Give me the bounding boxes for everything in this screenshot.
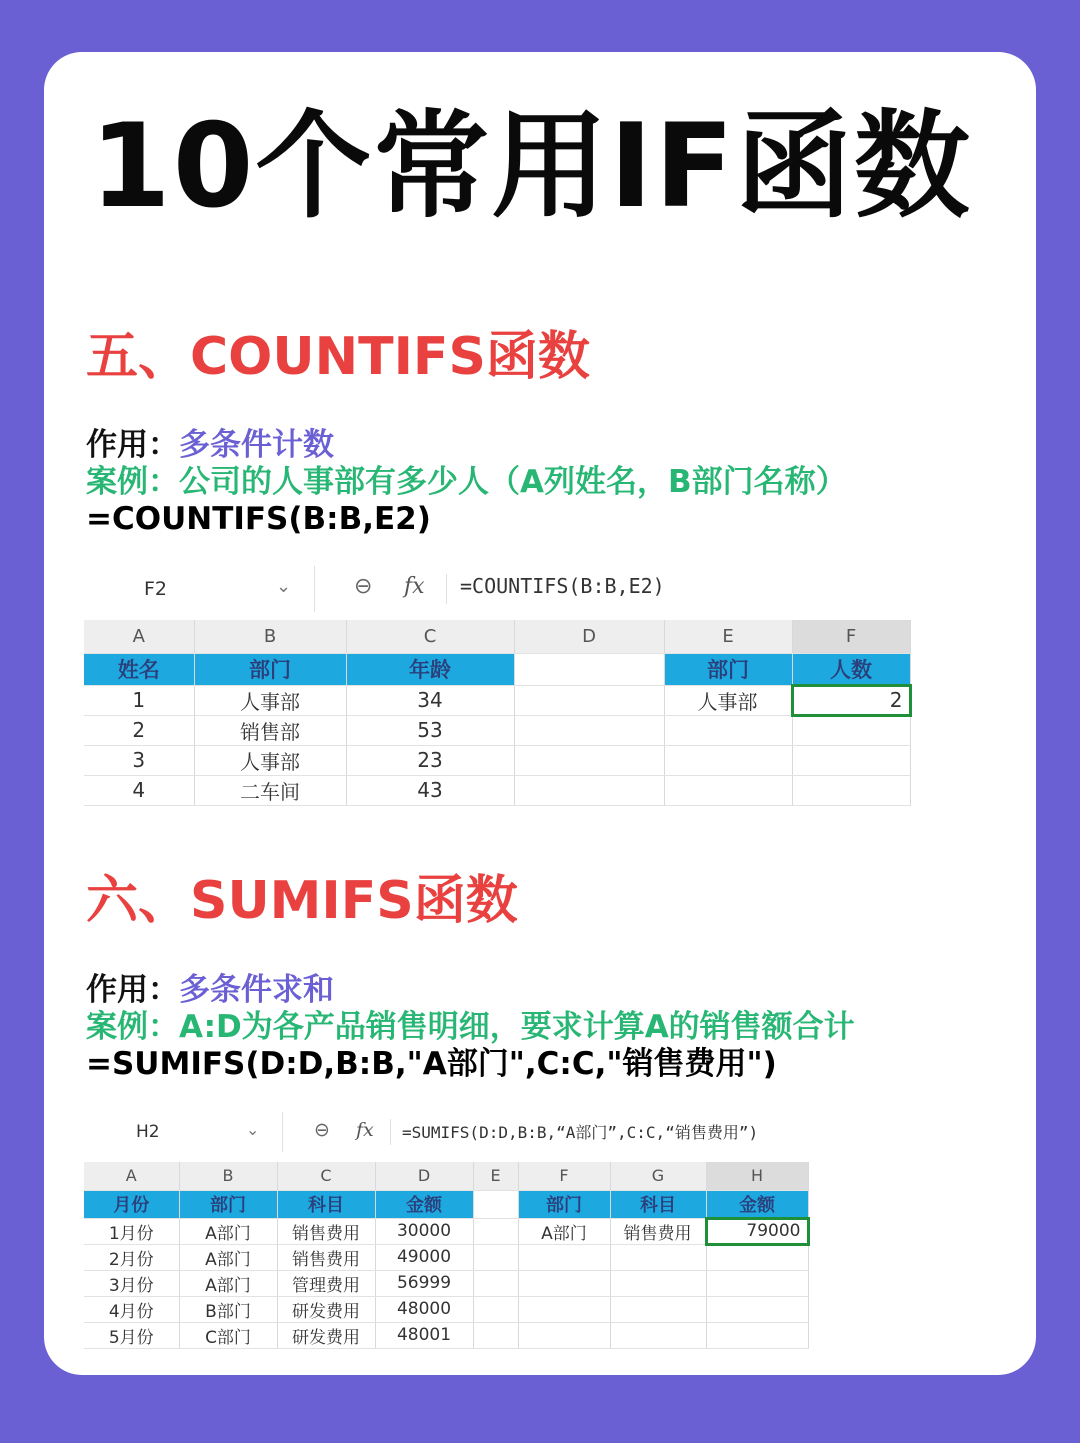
- column-header-a[interactable]: A: [84, 1162, 179, 1190]
- cell[interactable]: [514, 775, 664, 805]
- cell[interactable]: [792, 745, 910, 775]
- cell-h1[interactable]: 金额: [706, 1190, 808, 1218]
- fx-icon[interactable]: fx: [404, 574, 425, 599]
- cell-e1[interactable]: [473, 1190, 518, 1218]
- cell-f1[interactable]: 部门: [518, 1190, 610, 1218]
- selected-cell-h2[interactable]: 79000: [706, 1218, 808, 1244]
- column-header-b[interactable]: B: [194, 620, 346, 653]
- cell[interactable]: A部门: [518, 1218, 610, 1244]
- cell[interactable]: [706, 1322, 808, 1348]
- cell-b1[interactable]: 部门: [179, 1190, 277, 1218]
- cell[interactable]: 4: [84, 775, 194, 805]
- cell[interactable]: [473, 1270, 518, 1296]
- column-header-row: [84, 1162, 808, 1190]
- column-header-f[interactable]: F: [518, 1162, 610, 1190]
- column-header-c[interactable]: C: [346, 620, 514, 653]
- cell[interactable]: 4月份: [84, 1296, 179, 1322]
- cell[interactable]: [664, 745, 792, 775]
- zoom-icon[interactable]: ⊖: [354, 574, 373, 599]
- sheet-grid: [84, 620, 912, 806]
- cell-g1[interactable]: 科目: [610, 1190, 706, 1218]
- cell[interactable]: 研发费用: [277, 1296, 375, 1322]
- name-box[interactable]: F2: [144, 578, 168, 600]
- cell[interactable]: [610, 1244, 706, 1270]
- cell[interactable]: [664, 715, 792, 745]
- cell[interactable]: [706, 1270, 808, 1296]
- cell[interactable]: [473, 1218, 518, 1244]
- formula-bar-divider: [314, 566, 315, 612]
- cell[interactable]: 销售费用: [277, 1244, 375, 1270]
- table-row: [84, 685, 910, 715]
- cell[interactable]: [518, 1244, 610, 1270]
- cell-c1[interactable]: 科目: [277, 1190, 375, 1218]
- column-header-h[interactable]: H: [706, 1162, 808, 1190]
- cell-d1[interactable]: [514, 653, 664, 685]
- cell[interactable]: [518, 1296, 610, 1322]
- cell[interactable]: 二车间: [194, 775, 346, 805]
- formula-text: =SUMIFS(D:D,B:B,"A部门",C:C,"销售费用"): [86, 1046, 777, 1082]
- table-header-row: [84, 653, 910, 685]
- column-header-f[interactable]: F: [792, 620, 910, 653]
- case-line: [86, 464, 847, 501]
- cell[interactable]: 销售部: [194, 715, 346, 745]
- selected-cell-f2[interactable]: 2: [792, 685, 910, 715]
- cell[interactable]: [514, 745, 664, 775]
- table-row: [84, 1270, 808, 1296]
- cell[interactable]: [610, 1296, 706, 1322]
- spreadsheet-countifs: [84, 566, 910, 802]
- formula-text: =COUNTIFS(B:B,E2): [86, 501, 431, 537]
- cell[interactable]: 人事部: [664, 685, 792, 715]
- cell[interactable]: 研发费用: [277, 1322, 375, 1348]
- sheet-grid: [84, 1162, 810, 1349]
- cell[interactable]: [792, 715, 910, 745]
- cell[interactable]: [514, 685, 664, 715]
- page-title: 10个常用IF函数: [90, 99, 972, 234]
- formula-bar-divider-2: [446, 574, 447, 604]
- cell[interactable]: 销售费用: [277, 1218, 375, 1244]
- section-heading-countifs: 五、COUNTIFS函数: [86, 327, 590, 387]
- case-value: 公司的人事部有多少人（A列姓名，B部门名称）: [179, 464, 847, 500]
- formula-bar-text[interactable]: =COUNTIFS(B:B,E2): [460, 574, 665, 598]
- formula-bar-divider-2: [390, 1119, 391, 1145]
- cell[interactable]: [610, 1270, 706, 1296]
- cell[interactable]: 30000: [375, 1218, 473, 1244]
- cell[interactable]: 管理费用: [277, 1270, 375, 1296]
- cell-a1[interactable]: 姓名: [84, 653, 194, 685]
- table-row: [84, 1218, 808, 1244]
- column-header-a[interactable]: A: [84, 620, 194, 653]
- formula-bar: [84, 566, 910, 612]
- column-header-e[interactable]: E: [473, 1162, 518, 1190]
- fx-icon[interactable]: fx: [356, 1119, 374, 1141]
- cell[interactable]: [610, 1322, 706, 1348]
- cell[interactable]: [706, 1244, 808, 1270]
- column-header-row: [84, 620, 910, 653]
- cell[interactable]: [473, 1296, 518, 1322]
- cell-e1[interactable]: 部门: [664, 653, 792, 685]
- cell[interactable]: A部门: [179, 1270, 277, 1296]
- cell[interactable]: A部门: [179, 1244, 277, 1270]
- zoom-icon[interactable]: ⊖: [314, 1119, 330, 1141]
- cell-c1[interactable]: 年龄: [346, 653, 514, 685]
- purpose-line: [86, 972, 334, 1009]
- cell[interactable]: 49000: [375, 1244, 473, 1270]
- cell[interactable]: 3月份: [84, 1270, 179, 1296]
- cell[interactable]: 5月份: [84, 1322, 179, 1348]
- column-header-g[interactable]: G: [610, 1162, 706, 1190]
- purpose-label: 作用：: [86, 972, 179, 1008]
- spreadsheet-sumifs: [84, 1112, 824, 1348]
- chevron-down-icon[interactable]: ⌄: [246, 1120, 260, 1139]
- cell[interactable]: C部门: [179, 1322, 277, 1348]
- name-box[interactable]: H2: [136, 1122, 160, 1142]
- section-heading-sumifs: 六、SUMIFS函数: [86, 871, 518, 931]
- table-row: [84, 745, 910, 775]
- cell[interactable]: [473, 1244, 518, 1270]
- cell[interactable]: 人事部: [194, 685, 346, 715]
- cell[interactable]: 56999: [375, 1270, 473, 1296]
- formula-bar-text[interactable]: =SUMIFS(D:D,B:B,“A部门”,C:C,“销售费用”): [402, 1123, 759, 1142]
- cell[interactable]: [514, 715, 664, 745]
- case-line: [86, 1009, 855, 1046]
- table-row: [84, 1322, 808, 1348]
- cell[interactable]: B部门: [179, 1296, 277, 1322]
- cell-d1[interactable]: 金额: [375, 1190, 473, 1218]
- column-header-d[interactable]: D: [375, 1162, 473, 1190]
- cell[interactable]: 48000: [375, 1296, 473, 1322]
- column-header-c[interactable]: C: [277, 1162, 375, 1190]
- cell[interactable]: [664, 775, 792, 805]
- cell[interactable]: 53: [346, 715, 514, 745]
- cell[interactable]: 23: [346, 745, 514, 775]
- cell[interactable]: 人事部: [194, 745, 346, 775]
- case-value: A:D为各产品销售明细，要求计算A的销售额合计: [179, 1009, 855, 1045]
- cell[interactable]: [473, 1322, 518, 1348]
- column-header-d[interactable]: D: [514, 620, 664, 653]
- cell[interactable]: 1: [84, 685, 194, 715]
- formula-bar: [84, 1112, 824, 1152]
- cell[interactable]: [518, 1322, 610, 1348]
- cell-a1[interactable]: 月份: [84, 1190, 179, 1218]
- case-label: 案例：: [86, 1009, 179, 1045]
- cell[interactable]: 3: [84, 745, 194, 775]
- table-row: [84, 775, 910, 805]
- cell-b1[interactable]: 部门: [194, 653, 346, 685]
- table-row: [84, 1296, 808, 1322]
- column-header-b[interactable]: B: [179, 1162, 277, 1190]
- cell[interactable]: 2: [84, 715, 194, 745]
- chevron-down-icon[interactable]: ⌄: [276, 576, 292, 597]
- cell[interactable]: 48001: [375, 1322, 473, 1348]
- purpose-line: [86, 427, 334, 464]
- purpose-label: 作用：: [86, 427, 179, 463]
- case-label: 案例：: [86, 464, 179, 500]
- column-header-e[interactable]: E: [664, 620, 792, 653]
- cell[interactable]: 43: [346, 775, 514, 805]
- table-header-row: [84, 1190, 808, 1218]
- cell[interactable]: 1月份: [84, 1218, 179, 1244]
- cell[interactable]: 34: [346, 685, 514, 715]
- cell[interactable]: A部门: [179, 1218, 277, 1244]
- purpose-value: 多条件求和: [179, 972, 334, 1008]
- formula-bar-divider: [282, 1112, 283, 1152]
- cell[interactable]: [792, 775, 910, 805]
- purpose-value: 多条件计数: [179, 427, 334, 463]
- table-row: [84, 1244, 808, 1270]
- cell[interactable]: [518, 1270, 610, 1296]
- cell[interactable]: 销售费用: [610, 1218, 706, 1244]
- cell[interactable]: 2月份: [84, 1244, 179, 1270]
- table-row: [84, 715, 910, 745]
- cell[interactable]: [706, 1296, 808, 1322]
- cell-f1[interactable]: 人数: [792, 653, 910, 685]
